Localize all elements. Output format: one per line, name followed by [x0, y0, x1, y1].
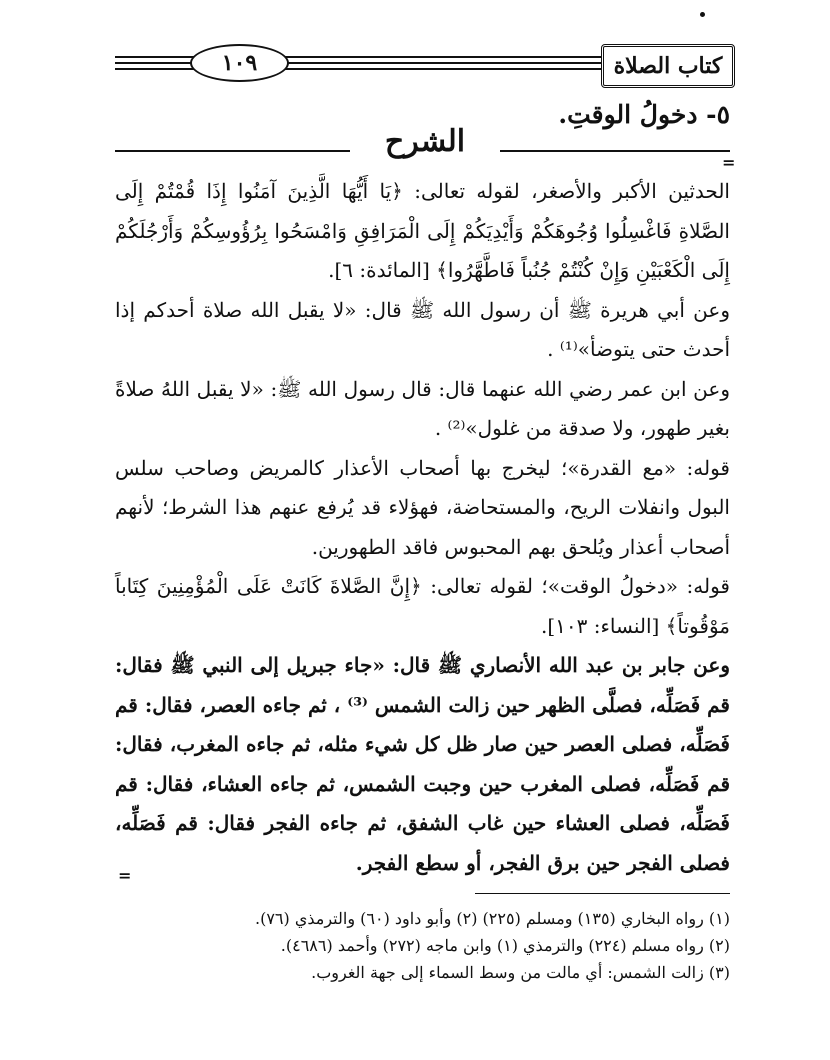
book-title: كتاب الصلاة — [601, 44, 735, 88]
paragraph: وعن جابر بن عبد الله الأنصاري ﷺ قال: «جاء جبريل إلى النبي ﷺ فقال: قم فَصَلِّه، فصلَّى الظهر حين زالت الشمس ⁽³⁾ ، ثم جاءه العصر، فقال: قم فَصَلِّه، فصلى العصر حين صار ظل كل شيء مثله، ثم جاءه المغرب، فقال: قم فَصَلِّه، فصلى المغرب حين وجبت الشمس، ثم جاءه العشاء، فقال: قم فَصَلِّه، فصلى العشاء حين غاب الشفق، ثم جاءه الفجر فقال: قم فَصَلِّه، فصلى الفجر حين برق الفجر، أو سطع الفجر. — [115, 653, 730, 875]
divider-line-left — [115, 150, 350, 152]
section-title: الشرح — [365, 124, 485, 159]
footnote: (٣) زالت الشمس: أي مالت من وسط السماء إلى جهة الغروب. — [311, 963, 730, 982]
page-header — [115, 42, 735, 88]
text-item-heading: ٥- دخولُ الوقتِ. — [558, 100, 730, 129]
page-dot — [700, 12, 705, 17]
paragraph: وعن أبي هريرة ﷺ أن رسول الله ﷺ قال: «لا يقبل الله صلاة أحدكم إذا أحدث حتى يتوضأ»⁽¹⁾ . — [115, 297, 730, 361]
body-text — [115, 172, 730, 883]
footnotes — [115, 905, 730, 986]
paragraph: قوله: «دخولُ الوقت»؛ لقوله تعالى: ﴿إِنَّ الصَّلاةَ كَانَتْ عَلَى الْمُؤْمِنِينَ كِتَاباً مَوْقُوتاً﴾ [النساء: ١٠٣]. — [115, 574, 730, 638]
header-rule-2 — [115, 62, 605, 64]
footnote: (٢) رواه مسلم (٢٢٤) والترمذي (١) وابن ماجه (٢٧٢) وأحمد (٤٦٨٦). — [280, 936, 730, 955]
paragraph: الحدثين الأكبر والأصغر، لقوله تعالى: ﴿يَا أَيُّهَا الَّذِينَ آمَنُوا إِذَا قُمْتُمْ إِلَى الصَّلاةِ فَاغْسِلُوا وُجُوهَكُمْ وَأَيْدِيَكُمْ إِلَى الْمَرَافِقِ وَامْسَحُوا بِرُؤُوسِكُمْ وَأَرْجُلَكُمْ إِلَى الْكَعْبَيْنِ وَإِنْ كُنْتُمْ جُنُباً فَاطَّهَّرُوا﴾ [المائدة: ٦]. — [115, 179, 730, 282]
page-number: ١٠٩ — [190, 44, 289, 82]
section-divider — [115, 124, 730, 170]
paragraph: قوله: «مع القدرة»؛ ليخرج بها أصحاب الأعذار كالمريض وصاحب سلس البول وانفلات الريح، والمستحاضة، فهؤلاء قد يُرفع عنهم هذا الشرط؛ لأنهم أصحاب أعذار ويُلحق بهم المحبوس فاقد الطهورين. — [115, 455, 730, 559]
paragraph: وعن ابن عمر رضي الله عنهما قال: قال رسول الله ﷺ: «لا يقبل اللهُ صلاةً بغير طهور، ولا صدقة من غلول»⁽²⁾ . — [115, 376, 730, 440]
divider-line-right — [500, 150, 730, 152]
continuation-mark: = — [722, 153, 736, 172]
continuation-mark: = — [118, 866, 132, 885]
header-rule-1 — [115, 56, 605, 58]
footnote-rule — [475, 893, 730, 894]
footnote: (١) رواه البخاري (١٣٥) ومسلم (٢٢٥) (٢) وأبو داود (٦٠) والترمذي (٧٦). — [255, 909, 730, 928]
header-rule-3 — [115, 68, 605, 70]
